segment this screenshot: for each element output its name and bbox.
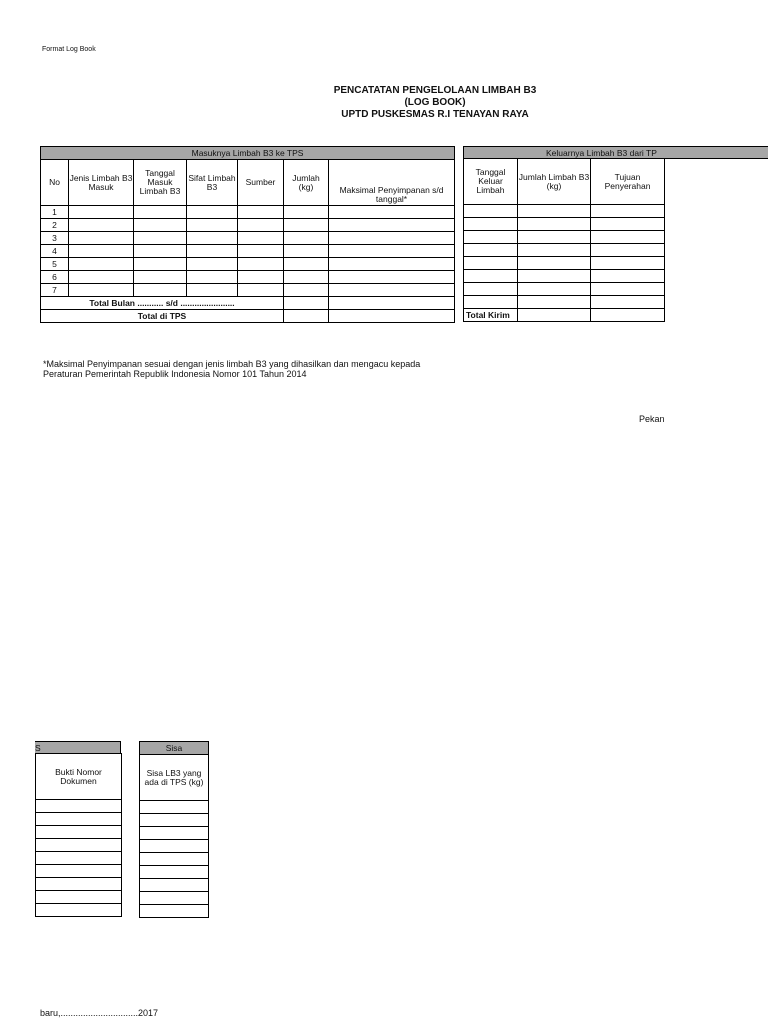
table-row	[36, 904, 122, 917]
table-row	[36, 813, 122, 826]
table-row	[464, 257, 665, 270]
table-cell[interactable]	[464, 205, 518, 218]
table-cell[interactable]	[134, 219, 187, 232]
total-bulan-jumlah[interactable]	[284, 297, 329, 310]
table-cell[interactable]	[284, 245, 329, 258]
table-row	[140, 827, 209, 840]
table-cell[interactable]	[464, 283, 518, 296]
table-cell[interactable]	[591, 270, 665, 283]
table-row	[36, 800, 122, 813]
total-bulan-row	[41, 297, 455, 310]
table-row	[36, 852, 122, 865]
table-cell[interactable]	[187, 219, 238, 232]
table-row	[41, 258, 455, 271]
table-cell[interactable]	[329, 284, 455, 297]
table-cell[interactable]	[140, 866, 209, 879]
table-cell[interactable]	[591, 205, 665, 218]
table-cell[interactable]	[140, 853, 209, 866]
table-row	[41, 206, 455, 219]
table-row	[140, 840, 209, 853]
table-cell[interactable]	[134, 245, 187, 258]
header-maksimal-penyimpanan: Maksimal Penyimpanan s/d tanggal*	[329, 160, 455, 206]
row-number: 2	[41, 219, 69, 232]
table-cell[interactable]	[591, 257, 665, 270]
header-tujuan-penyerahan: Tujuan Penyerahan	[591, 159, 665, 205]
table-row	[464, 205, 665, 218]
table-row	[41, 232, 455, 245]
total-tps-row	[41, 310, 455, 323]
row-number: 5	[41, 258, 69, 271]
table-cell[interactable]	[187, 284, 238, 297]
table-cell[interactable]	[329, 206, 455, 219]
table-cell[interactable]	[140, 814, 209, 827]
total-tps-label: Total di TPS	[41, 310, 284, 323]
title-line-2: (LOG BOOK)	[404, 97, 466, 108]
incoming-waste-table	[40, 146, 455, 323]
place-label: Pekan	[639, 414, 665, 424]
table-cell[interactable]	[140, 801, 209, 814]
header-no: No	[41, 160, 69, 206]
document-title	[0, 85, 768, 121]
title-line-3: UPTD PUSKESMAS R.I TENAYAN RAYA	[341, 109, 529, 120]
row-number: 1	[41, 206, 69, 219]
header-bukti-nomor: Bukti Nomor Dokumen	[36, 754, 122, 800]
table-cell[interactable]	[238, 219, 284, 232]
footnote	[43, 359, 420, 379]
header-sumber: Sumber	[238, 160, 284, 206]
table-row	[464, 231, 665, 244]
table-cell[interactable]	[464, 296, 518, 309]
table-row	[140, 879, 209, 892]
table-cell[interactable]	[69, 206, 134, 219]
header-jumlah: Jumlah (kg)	[284, 160, 329, 206]
table-cell[interactable]	[140, 827, 209, 840]
header-tanggal-masuk: Tanggal Masuk Limbah B3	[134, 160, 187, 206]
table-row	[36, 865, 122, 878]
table-row	[464, 270, 665, 283]
table-row	[41, 271, 455, 284]
table-cell[interactable]	[329, 258, 455, 271]
total-bulan-label: Total Bulan ........... s/d .......................	[41, 297, 284, 310]
total-kirim-extra[interactable]	[591, 309, 665, 322]
table-row	[140, 814, 209, 827]
table-cell[interactable]	[284, 258, 329, 271]
table-cell[interactable]	[134, 258, 187, 271]
table-cell[interactable]	[36, 813, 122, 826]
table-cell[interactable]	[69, 232, 134, 245]
table-cell[interactable]	[591, 218, 665, 231]
table-cell[interactable]	[187, 245, 238, 258]
table-cell[interactable]	[140, 840, 209, 853]
header-sifat-limbah: Sifat Limbah B3	[187, 160, 238, 206]
table-cell[interactable]	[464, 244, 518, 257]
total-kirim-jumlah[interactable]	[518, 309, 591, 322]
footnote-line-1: *Maksimal Penyimpanan sesuai dengan jenis limbah B3 yang dihasilkan dan mengacu kepada	[43, 359, 421, 369]
row-number: 7	[41, 284, 69, 297]
outgoing-waste-table	[463, 158, 665, 322]
table-cell[interactable]	[36, 891, 122, 904]
table-cell[interactable]	[36, 878, 122, 891]
table-cell[interactable]	[518, 218, 591, 231]
table-cell[interactable]	[69, 271, 134, 284]
table-cell[interactable]	[464, 270, 518, 283]
table-cell[interactable]	[238, 206, 284, 219]
table-row	[464, 244, 665, 257]
table-cell[interactable]	[187, 232, 238, 245]
table-cell[interactable]	[36, 826, 122, 839]
table-row	[140, 853, 209, 866]
table-cell[interactable]	[464, 231, 518, 244]
table-row	[36, 891, 122, 904]
table-row	[41, 219, 455, 232]
table-row	[36, 826, 122, 839]
total-kirim-row	[464, 309, 665, 322]
remaining-waste-table	[139, 741, 209, 918]
table-cell[interactable]	[518, 283, 591, 296]
table-cell[interactable]	[69, 219, 134, 232]
table-cell[interactable]	[187, 206, 238, 219]
table-cell[interactable]	[591, 296, 665, 309]
table-cell[interactable]	[134, 271, 187, 284]
table-cell[interactable]	[187, 258, 238, 271]
table-cell[interactable]	[134, 284, 187, 297]
total-bulan-extra[interactable]	[329, 297, 455, 310]
total-tps-extra[interactable]	[329, 310, 455, 323]
table-cell[interactable]	[329, 245, 455, 258]
table-cell[interactable]	[187, 271, 238, 284]
page2-left-band: S	[35, 741, 121, 754]
title-line-1: PENCATATAN PENGELOLAAN LIMBAH B3	[333, 85, 537, 96]
total-tps-jumlah[interactable]	[284, 310, 329, 323]
table-cell[interactable]	[284, 232, 329, 245]
table-cell[interactable]	[134, 232, 187, 245]
table-cell[interactable]	[284, 271, 329, 284]
table-cell[interactable]	[464, 257, 518, 270]
table-cell[interactable]	[284, 206, 329, 219]
table-cell[interactable]	[518, 257, 591, 270]
signature-date: baru,...............................2017	[40, 1008, 159, 1018]
header-sisa-lb3: Sisa LB3 yang ada di TPS (kg)	[140, 755, 209, 801]
table-cell[interactable]	[134, 206, 187, 219]
table-cell[interactable]	[238, 245, 284, 258]
table-row	[41, 245, 455, 258]
table-cell[interactable]	[36, 852, 122, 865]
table-cell[interactable]	[464, 218, 518, 231]
table-row	[36, 878, 122, 891]
outgoing-band-header: Keluarnya Limbah B3 dari TP	[463, 146, 768, 159]
format-label: Format Log Book	[42, 46, 96, 53]
table-cell[interactable]	[329, 219, 455, 232]
table-row	[140, 801, 209, 814]
table-cell[interactable]	[591, 283, 665, 296]
table-row	[140, 892, 209, 905]
table-cell[interactable]	[284, 284, 329, 297]
table-row	[140, 905, 209, 918]
table-cell[interactable]	[69, 284, 134, 297]
table-cell[interactable]	[238, 258, 284, 271]
table-row	[41, 284, 455, 297]
table-cell[interactable]	[238, 232, 284, 245]
table-row	[464, 218, 665, 231]
table-row	[464, 296, 665, 309]
table-cell[interactable]	[591, 244, 665, 257]
table-cell[interactable]	[518, 296, 591, 309]
table-row	[464, 283, 665, 296]
document-number-table	[35, 753, 122, 917]
table-cell[interactable]	[284, 219, 329, 232]
table-cell[interactable]	[140, 892, 209, 905]
footnote-line-2: Peraturan Pemerintah Republik Indonesia Nomor 101 Tahun 2014	[43, 369, 307, 379]
header-jumlah-limbah: Jumlah Limbah B3 (kg)	[518, 159, 591, 205]
table-cell[interactable]	[36, 865, 122, 878]
row-number: 3	[41, 232, 69, 245]
table-cell[interactable]	[329, 271, 455, 284]
table-cell[interactable]	[329, 232, 455, 245]
table-cell[interactable]	[140, 879, 209, 892]
total-kirim-label: Total Kirim	[464, 309, 518, 322]
table-cell[interactable]	[69, 258, 134, 271]
incoming-band-header: Masuknya Limbah B3 ke TPS	[41, 147, 455, 160]
table-cell[interactable]	[238, 284, 284, 297]
table-cell[interactable]	[36, 839, 122, 852]
table-cell[interactable]	[518, 231, 591, 244]
row-number: 4	[41, 245, 69, 258]
row-number: 6	[41, 271, 69, 284]
header-jenis-limbah: Jenis Limbah B3 Masuk	[69, 160, 134, 206]
table-cell[interactable]	[238, 271, 284, 284]
table-row	[140, 866, 209, 879]
sisa-band-header: Sisa	[140, 742, 209, 755]
table-row	[36, 839, 122, 852]
table-cell[interactable]	[518, 205, 591, 218]
table-cell[interactable]	[36, 904, 122, 917]
table-cell[interactable]	[69, 245, 134, 258]
table-cell[interactable]	[518, 244, 591, 257]
table-cell[interactable]	[36, 800, 122, 813]
header-tanggal-keluar: Tanggal Keluar Limbah	[464, 159, 518, 205]
table-cell[interactable]	[518, 270, 591, 283]
table-cell[interactable]	[591, 231, 665, 244]
table-cell[interactable]	[140, 905, 209, 918]
